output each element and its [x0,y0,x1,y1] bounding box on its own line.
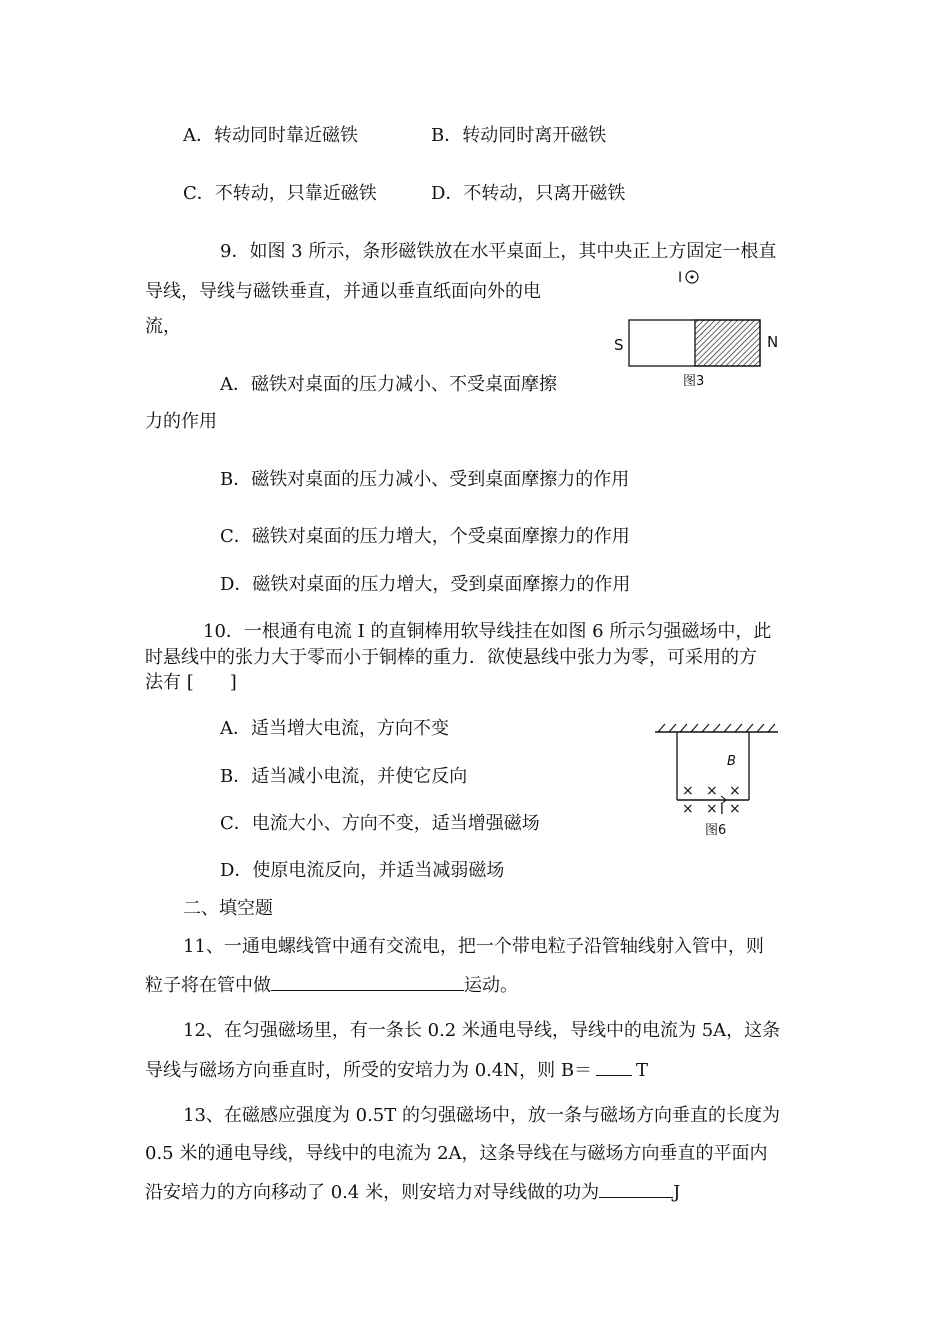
q8-option-d: D．不转动，只离开磁铁 [431,183,626,204]
q11-answer-blank[interactable] [271,972,464,991]
figure-3-caption: 图3 [683,374,705,389]
q9-option-c: C．磁铁对桌面的压力增大，个受桌面摩擦力的作用 [220,526,630,547]
magnet-n-half [695,320,760,366]
field-cross: × [729,801,741,817]
rod-current-label: I [720,803,724,818]
q9-stem-line2: 导线，导线与磁铁垂直，并通以垂直纸面向外的电 [145,281,541,302]
q10-option-d: D．使原电流反向，并适当减弱磁场 [220,860,505,881]
field-cross: × [682,801,694,817]
q11-stem-line1: 11、一通电螺线管中通有交流电，把一个带电粒子沿管轴线射入管中，则 [183,936,764,957]
q10-option-c: C．电流大小、方向不变，适当增强磁场 [220,813,540,834]
figure-3-bar-magnet [605,260,805,395]
q13-text-after-blank: J [673,1182,681,1203]
q8-option-a: A．转动同时靠近磁铁 [183,125,358,146]
q9-stem-line1: 9．如图 3 所示，条形磁铁放在水平桌面上，其中央正上方固定一根直 [220,241,777,262]
q10-stem-line1: 10．一根通有电流 I 的直铜棒用软导线挂在如图 6 所示匀强磁场中，此 [203,621,772,642]
q8-option-b: B．转动同时离开磁铁 [431,125,607,146]
q13-stem-line1: 13、在磁感应强度为 0.5T 的匀强磁场中，放一条与磁场方向垂直的长度为 [183,1105,780,1126]
ceiling-hatch [658,724,775,732]
wire-current-label: I [678,270,683,286]
field-cross: × [682,783,694,799]
q9-option-a-cont: 力的作用 [145,411,217,432]
q9-option-b: B．磁铁对桌面的压力减小、受到桌面摩擦力的作用 [220,469,630,490]
pole-n-label: N [767,333,779,351]
q11-text-after-blank: 运动。 [464,975,518,996]
q12-stem-line1: 12、在匀强磁场里，有一条长 0.2 米通电导线，导线中的电流为 5A，这条 [183,1020,781,1041]
q10-option-a: A．适当增大电流，方向不变 [220,718,449,739]
q10-stem-line3: 法有 [ ] [145,672,237,693]
q12-text-after-blank: T [636,1060,649,1081]
field-cross: × [706,783,718,799]
q13-answer-blank[interactable] [599,1179,673,1198]
q13-stem-line3 [145,1179,680,1205]
q12-text-before-blank: 导线与磁场方向垂直时，所受的安培力为 0.4N，则 B＝ [145,1060,593,1081]
q10-stem-line2: 时悬线中的张力大于零而小于铜棒的重力．欲使悬线中张力为零，可采用的方 [145,647,757,668]
q13-text-before-blank: 沿安培力的方向移动了 0.4 米，则安培力对导线做的功为 [145,1182,600,1203]
q10-option-b: B．适当减小电流，并使它反向 [220,766,468,787]
q12-answer-blank[interactable] [596,1057,632,1076]
q9-stem-line3: 流， [145,316,181,337]
q9-option-d: D．磁铁对桌面的压力增大，受到桌面摩擦力的作用 [220,574,631,595]
figure-6-suspended-rod [650,715,785,840]
q8-option-c: C．不转动，只靠近磁铁 [183,183,377,204]
field-cross: × [706,801,718,817]
section-fill-in-title: 二、填空题 [183,898,273,919]
field-cross: × [729,783,741,799]
pole-s-label: S [614,336,624,354]
q11-text-before-blank: 粒子将在管中做 [145,975,271,996]
q11-stem-line2 [145,972,518,998]
figure-6-caption: 图6 [705,823,727,838]
q13-stem-line2: 0.5 米的通电导线，导线中的电流为 2A，这条导线在与磁场方向垂直的平面内 [145,1143,768,1164]
q12-stem-line2 [145,1057,648,1083]
field-b-label: B [727,754,736,769]
q9-option-a: A．磁铁对桌面的压力减小、不受桌面摩擦 [220,374,557,395]
